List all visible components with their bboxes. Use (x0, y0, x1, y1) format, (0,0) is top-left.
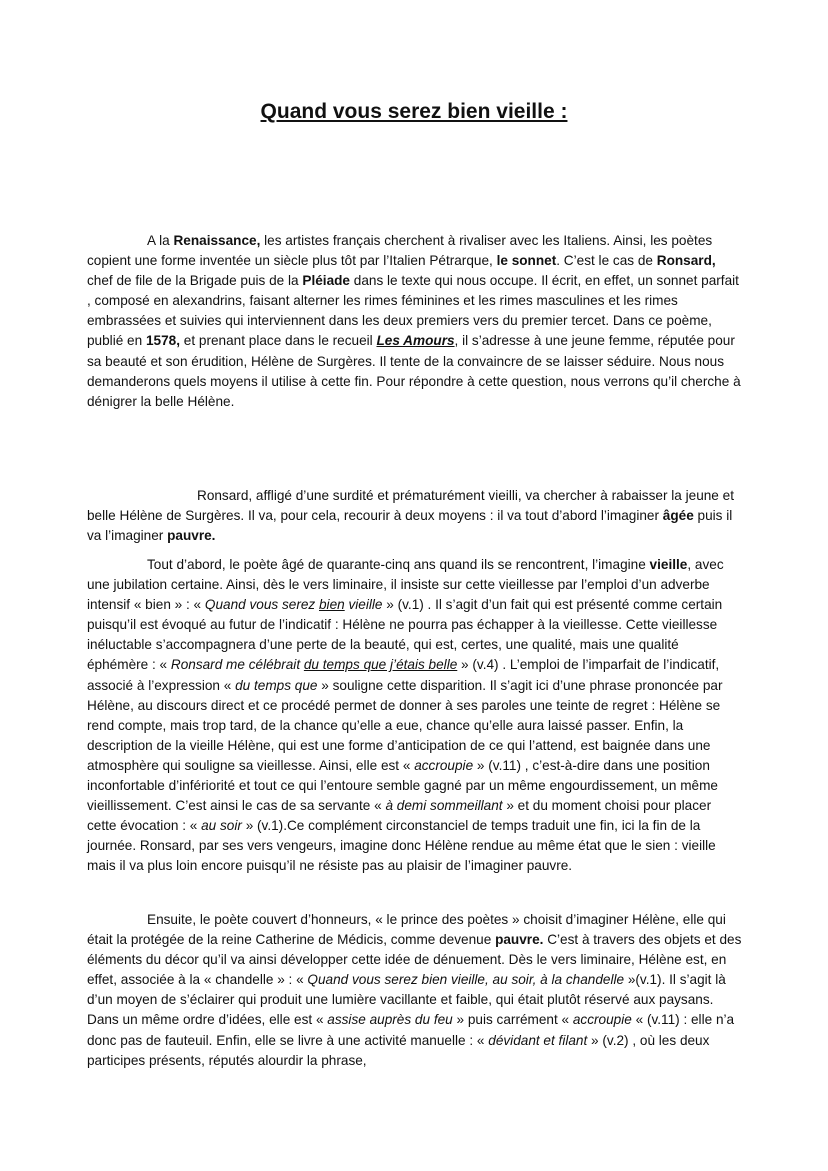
paragraph-plan (87, 486, 743, 546)
italic-run: Quand vous serez (204, 597, 319, 613)
text-run: . C’est le cas de (556, 253, 657, 269)
text-run: , avec une jubilation certaine. Ainsi, dès le vers liminaire, il insiste sur cette vieillesse par l’emploi d’un adverbe intensif « bien » : « (87, 557, 724, 613)
italic-run: dévidant et filant (488, 1032, 588, 1048)
italic-run: Les Amours (376, 333, 455, 349)
italic-run: du temps que (235, 677, 318, 693)
italic-underlined-run: du temps que j’étais belle (303, 657, 458, 673)
text-run: » et du moment choisi pour placer cette évocation : « (87, 798, 712, 834)
text-run: » (v.1).Ce complément circonstanciel de temps traduit une fin, ici la fin de la journée. Ronsard, par ses vers vengeurs, imagine donc Hélène rendue au même état que le sien : vieille mais il va plus loin encore puisqu’il ne résiste pas au plaisir de l’imaginer pauvre. (87, 818, 716, 874)
text-run: les artistes français cherchent à rivaliser avec les Italiens. Ainsi, les poètes copient une forme inventée un siècle plus tôt par l’Italien Pétrarque, (87, 233, 713, 269)
paragraph-introduction (87, 231, 743, 412)
book-title (376, 333, 454, 348)
bold-run: Ronsard, (656, 253, 716, 269)
text-run: A la (147, 233, 174, 248)
text-run: C’est à travers des objets et des éléments du décor qu’il va ainsi développer cette idée de dénuement. Dès le vers liminaire, Hélène est, en effet, associée à la « chandelle » : « (87, 932, 742, 988)
italic-underlined-run: bien (319, 597, 345, 613)
bold-run: le sonnet (496, 253, 557, 269)
text-run: » (v.1) . Il s’agit d’un fait qui est présenté comme certain puisqu’il est évoqué au futur de l’indicatif : Hélène ne pourra pas échapper à la vieillesse. Cette vieillesse inéluctable s’accompagnera d’une perte de la beauté, qui est, certes, une qualité, mais une qualité éphémère : « (87, 597, 723, 673)
text-run: » souligne cette disparition. Il s’agit ici d’une phrase prononcée par Hélène, au discours direct et ce procédé permet de donner à ses paroles une teinte de regret : Hélène se rend compte, mais trop tard, de la chance qu’elle a eue, chance qu’elle aura laissé passer. Enfin, la description de la vieille Hélène, qui est une forme d’anticipation de ce qui l’attend, est baignée dans une atmosphère qui souligne sa vieillesse. Ainsi, elle est « (87, 677, 723, 773)
italic-run: assise auprès du feu (327, 1012, 453, 1028)
page-title: Quand vous serez bien vieille : (260, 100, 568, 123)
text-run: puis il va l’imaginer (87, 508, 733, 544)
italic-run: Quand vous serez bien vieille, au soir, à la chandelle (307, 972, 625, 988)
paragraph-pauvre (87, 910, 743, 1071)
bold-run: pauvre. (495, 932, 544, 948)
bold-run: 1578, (145, 333, 180, 349)
text-run: , il s’adresse à une jeune femme, réputée pour sa beauté et son érudition, Hélène de Surgères. Il tente de la convaincre de se laisser séduire. Nous nous demanderons quels moyens il utilise à cette fin. Pour répondre à cette question, nous verrons qu’il cherche à dénigrer la belle Hélène. (87, 333, 741, 409)
text-run: et prenant place dans le recueil (180, 333, 377, 349)
text-run: chef de file de la Brigade puis de la (87, 273, 303, 289)
text-run: » (v.4) . L’emploi de l’imparfait de l’indicatif, associé à l’expression « (87, 657, 720, 693)
bold-run: Pléiade (302, 273, 350, 289)
italic-run: accroupie (572, 1012, 632, 1028)
text-run: »(v.1). Il s’agit là d’un moyen de s’éclairer qui produit une lumière vacillante et faible, qui était plutôt réservé aux paysans. Dans un même ordre d’idées, elle est « (87, 972, 726, 1028)
bold-run: vieille (649, 557, 688, 572)
italic-run: accroupie (414, 757, 474, 773)
text-run: Ensuite, le poète couvert d’honneurs, « le prince des poètes » choisit d’imaginer Hélène, elle qui était la protégée de la reine Catherine de Médicis, comme devenue (87, 912, 726, 948)
bold-run: Renaissance, (173, 233, 261, 248)
text-run: Tout d’abord, le poète âgé de quarante-cinq ans quand ils se rencontrent, l’imagine (147, 557, 650, 572)
italic-run: Ronsard me célébrait (170, 657, 304, 673)
italic-run: au soir (201, 818, 242, 834)
text-run: Ronsard, affligé d’une surdité et prématurément vieilli, va chercher à rabaisser la jeune et belle Hélène de Surgères. Il va, pour cela, recourir à deux moyens : il va tout d’abord l’imaginer (87, 488, 734, 524)
bold-run: pauvre. (167, 528, 216, 544)
paragraph-vieille (87, 555, 743, 877)
italic-run: à demi sommeillant (385, 798, 503, 814)
text-run: « (v.11) : elle n’a donc pas de fauteuil. Enfin, elle se livre à une activité manuelle : « (87, 1012, 735, 1048)
text-run: dans le texte qui nous occupe. Il écrit, en effet, un sonnet parfait , composé en alexandrins, faisant alterner les rimes féminines et les rimes masculines et les rimes embrassées et suivies qui interviennent dans les deux premiers vers du premier tercet. Dans ce poème, publié en (87, 273, 739, 349)
text-run: » (v.2) , où les deux participes présents, réputés alourdir la phrase, (87, 1032, 710, 1068)
text-run: » (v.11) , c’est-à-dire dans une position inconfortable d’infériorité et tout ce qui l’entoure semble gagné par un même engourdissement, un même vieillissement. C’est ainsi le cas de sa servante « (87, 757, 718, 814)
text-run: » puis carrément « (452, 1012, 573, 1028)
italic-run: vieille (344, 597, 383, 613)
bold-run: âgée (662, 508, 694, 524)
